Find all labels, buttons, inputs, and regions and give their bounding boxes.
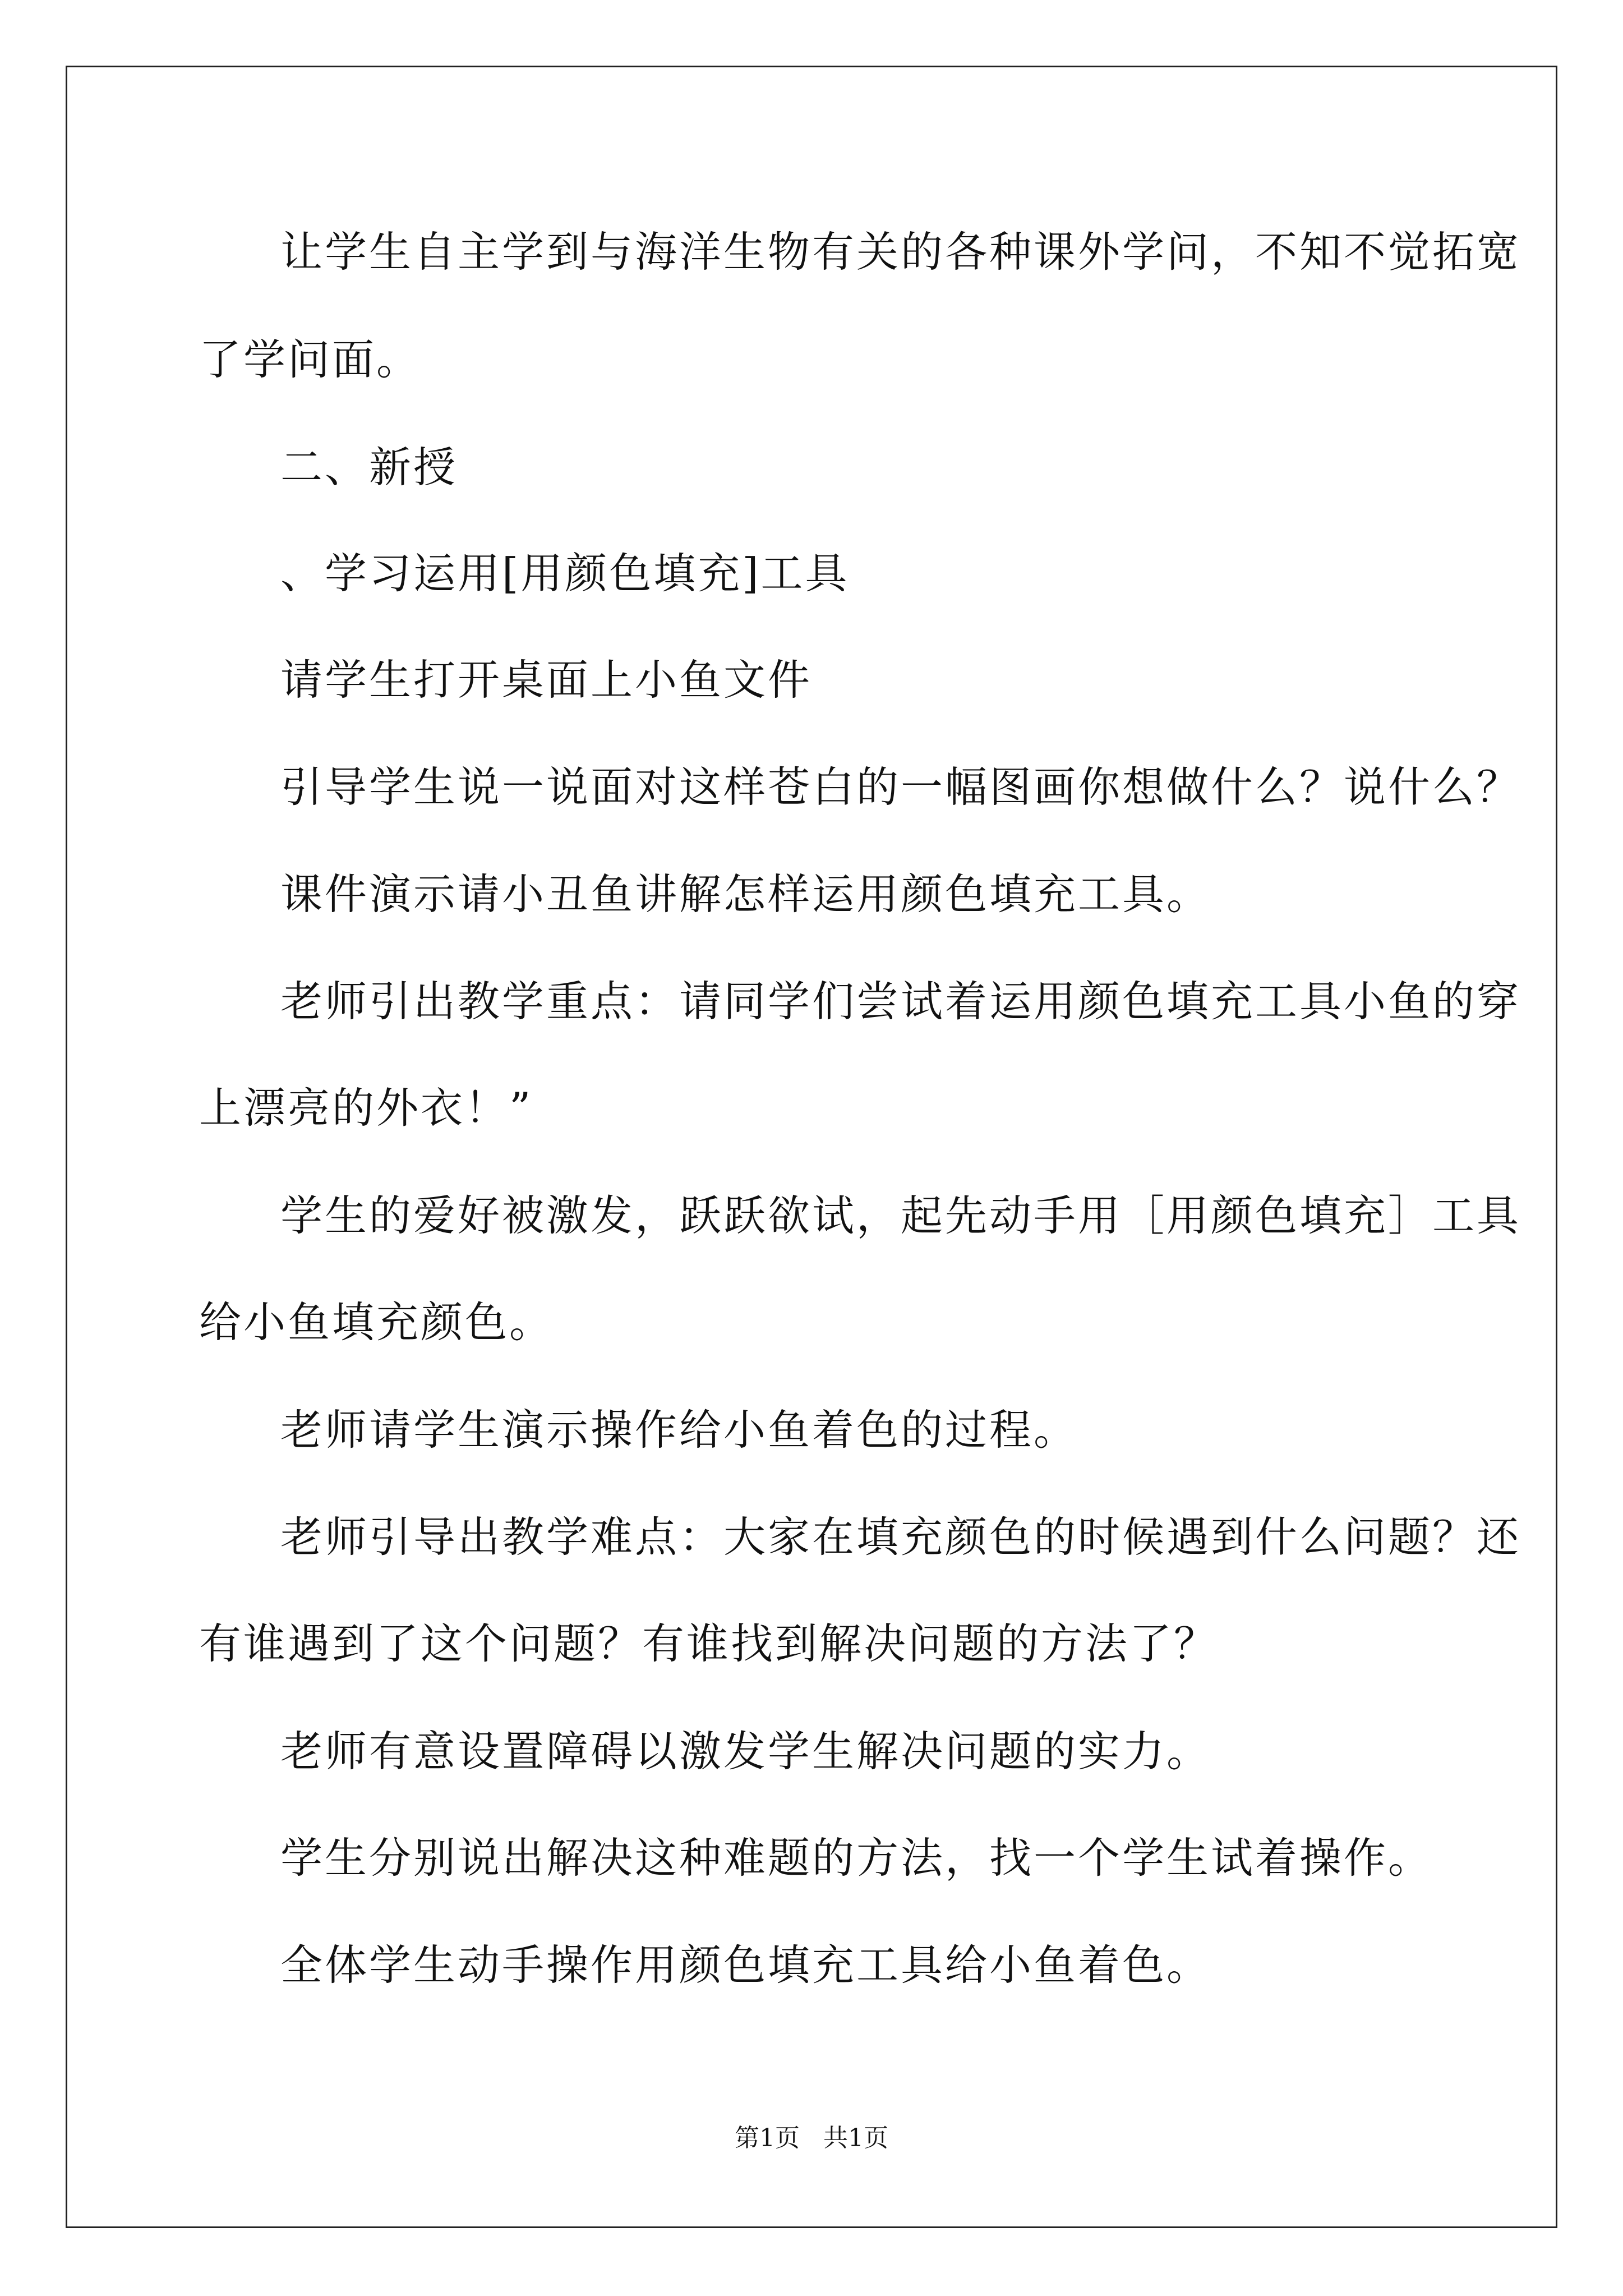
paragraph-text: 老师引出教学重点：请同学们尝试着运用颜色填充工具小鱼的穿 [280, 977, 1521, 1026]
paragraph-text: 引导学生说一说面对这样苍白的一幅图画你想做什么？说什么？ [280, 762, 1521, 812]
paragraph-text: 课件演示请小丑鱼讲解怎样运用颜色填充工具。 [280, 869, 1211, 919]
paragraph-text: 给小鱼填充颜色。 [199, 1297, 554, 1347]
paragraph-text: 老师有意设置障碍以激发学生解决问题的实力。 [280, 1727, 1211, 1776]
page-footer: 第1页 共1页 [735, 2124, 888, 2152]
paragraph-text: 学生分别说出解决这种难题的方法，找一个学生试着操作。 [280, 1833, 1433, 1883]
paragraph-text: 上漂亮的外衣！” [199, 1083, 533, 1133]
paragraph-text: 老师引导出教学难点：大家在填充颜色的时候遇到什么问题？还 [280, 1512, 1521, 1562]
page-border [66, 66, 1557, 2228]
subsection-heading: 、学习运用[用颜色填充]工具 [280, 549, 850, 598]
paragraph-text: 让学生自主学到与海洋生物有关的各种课外学问，不知不觉拓宽 [280, 227, 1521, 277]
paragraph-text: 全体学生动手操作用颜色填充工具给小鱼着色。 [280, 1940, 1211, 1990]
paragraph-text: 老师请学生演示操作给小鱼着色的过程。 [280, 1405, 1078, 1455]
paragraph-text: 学生的爱好被激发，跃跃欲试，起先动手用［用颜色填充］工具 [280, 1191, 1521, 1240]
paragraph-text: 有谁遇到了这个问题？有谁找到解决问题的方法了？ [199, 1619, 1219, 1668]
paragraph-text: 请学生打开桌面上小鱼文件 [280, 655, 813, 705]
paragraph-text: 了学问面。 [199, 335, 421, 384]
section-heading: 二、新授 [280, 443, 458, 492]
